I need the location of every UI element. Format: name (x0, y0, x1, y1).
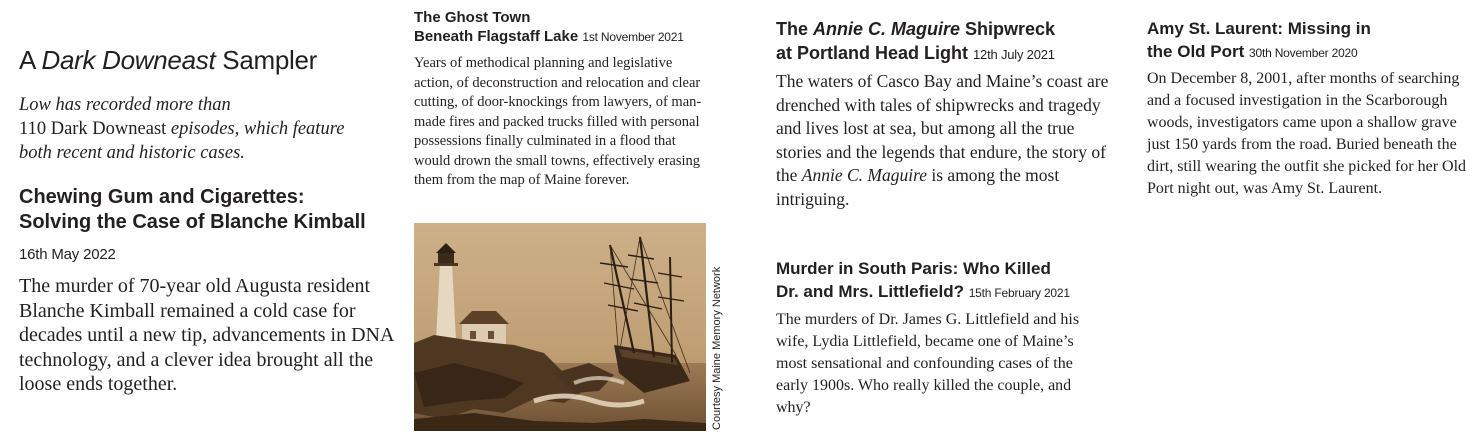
article-title-annie-maguire[interactable]: The Annie C. Maguire Shipwreck at Portland Head Light 12th July 2021 (776, 19, 1056, 63)
article-summary-annie-maguire: The waters of Casco Bay and Maine’s coast are drenched with tales of shipwrecks and tragedy and lives lost at sea, but among all the true stories and the legends that endure, the story of the Annie C. Maguire is among the most intriguing. (776, 71, 1109, 209)
article-title-amy-st-laurent[interactable]: Amy St. Laurent: Missing in the Old Port 30th November 2020 (1147, 19, 1371, 61)
article-date-amy-st-laurent: 30th November 2020 (1249, 46, 1358, 60)
shipwreck-lighthouse-photo (414, 223, 706, 431)
article-date-annie-maguire: 12th July 2021 (973, 47, 1055, 62)
article-date-flagstaff-lake: 1st November 2021 (582, 30, 684, 44)
article-title-blanche-kimball[interactable]: Chewing Gum and Cigarettes: Solving the Case of Blanche Kimball (19, 186, 366, 233)
article-date-blanche-kimball: 16th May 2022 (19, 246, 116, 263)
article-summary-flagstaff-lake: Years of methodical planning and legislative action, of deconstruction and relocation and clear cutting, of door-knockings from lawyers, of man-made fires and packed trucks filled with personal possessions finally culminated in a flood that would drown the small towns, effectively erasing them from the map of Maine forever. (414, 55, 702, 188)
article-summary-blanche-kimball: The murder of 70-year old Augusta resident Blanche Kimball remained a cold case for decades until a new tip, advancements in DNA technology, and a clever idea brought all the loose ends together. (19, 275, 394, 395)
sampler-intro: Low has recorded more than 110 Dark Downeast episodes, which feature both recent and historic cases. (19, 95, 345, 163)
article-title-littlefield[interactable]: Murder in South Paris: Who Killed Dr. and Mrs. Littlefield? 15th February 2021 (776, 259, 1070, 301)
article-date-littlefield: 15th February 2021 (968, 286, 1070, 300)
article-title-flagstaff-lake[interactable]: The Ghost Town Beneath Flagstaff Lake 1st November 2021 (414, 9, 684, 45)
article-summary-littlefield: The murders of Dr. James G. Littlefield and his wife, Lydia Littlefield, became one of Maine’s most sensational and confounding cases of the early 1900s. Who really killed the couple, and why? (776, 311, 1080, 416)
photo-credit: Courtesy Maine Memory Network (711, 266, 723, 430)
article-summary-amy-st-laurent: On December 8, 2001, after months of searching and a focused investigation in the Scarborough woods, investigators came upon a shallow grave just 150 yards from the road. Buried beneath the dirt, still wearing the outfit she picked for her Old Port night out, was Amy St. Laurent. (1147, 70, 1467, 197)
sampler-title: A Dark Downeast Sampler (19, 45, 318, 75)
